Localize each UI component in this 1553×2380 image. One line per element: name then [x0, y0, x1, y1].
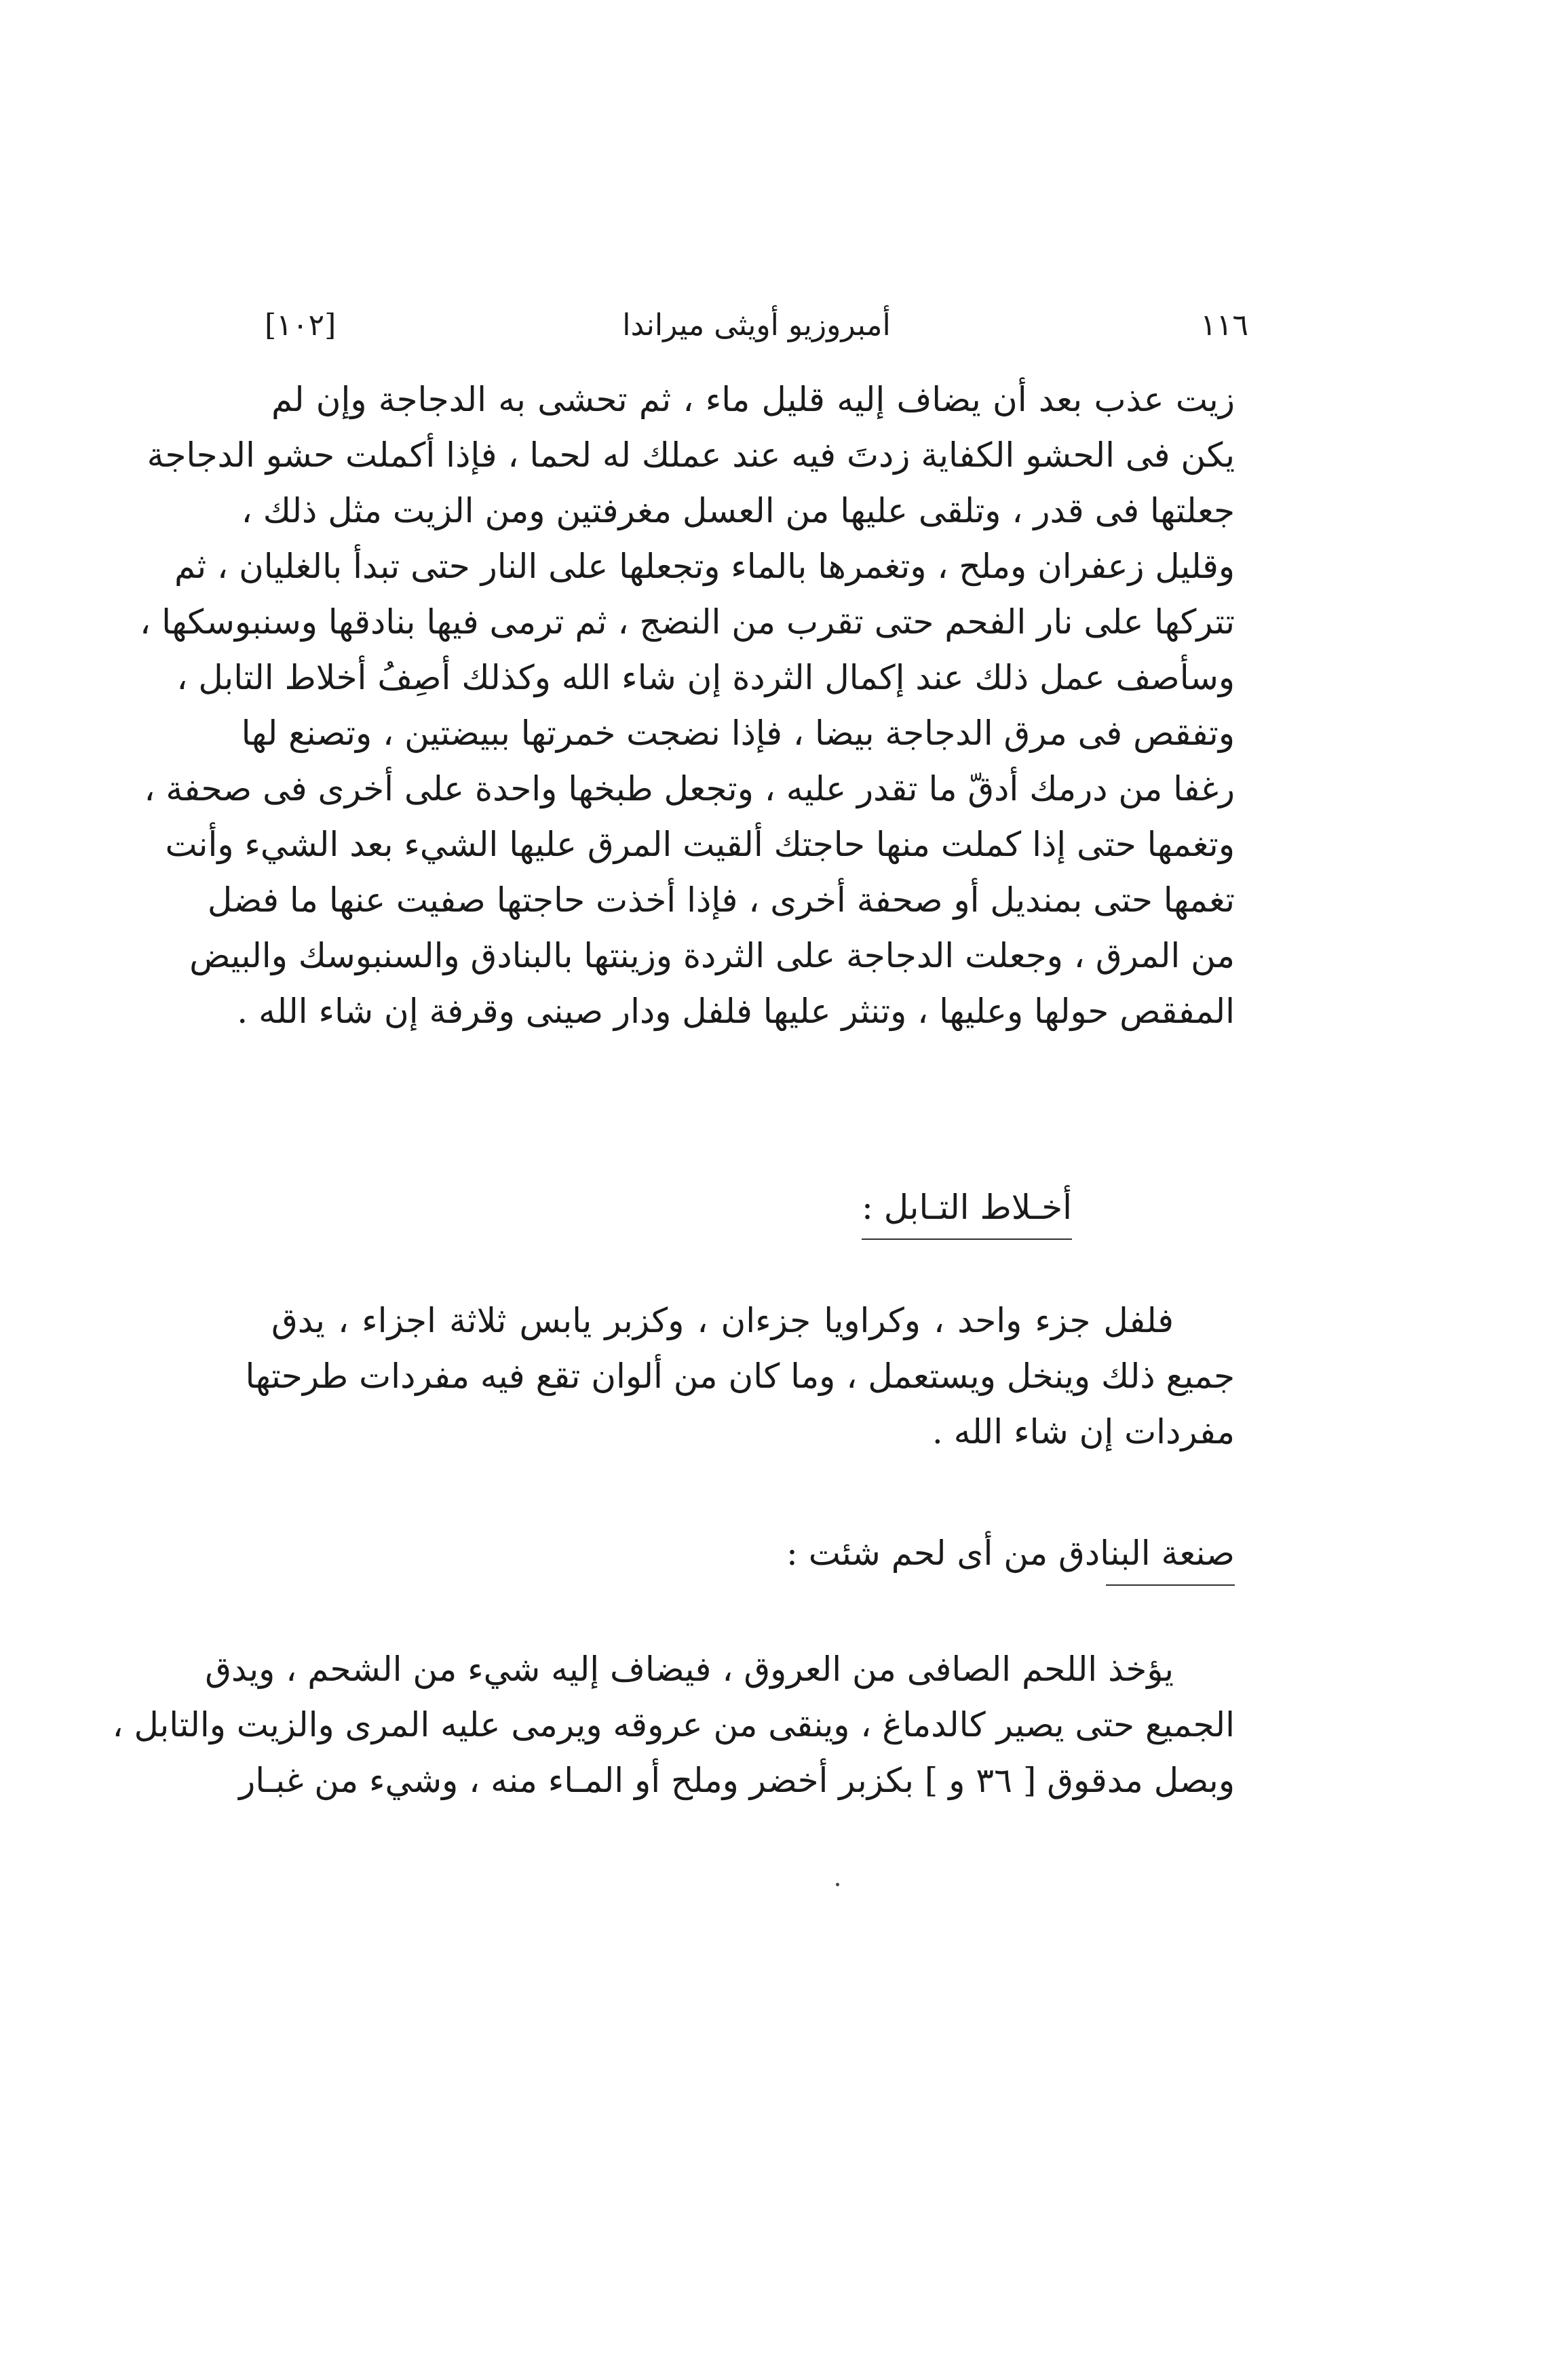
text-line: وتفقص فى مرق الدجاجة بيضا ، فإذا نضجت خمرتها ببيضتين ، وتصنع لها	[241, 714, 1235, 753]
text-line: يؤخذ اللحم الصافى من العروق ، فيضاف إليه شيء من الشحم ، ويدق	[205, 1650, 1174, 1689]
text-line: يكن فى الحشو الكفاية زدتَ فيه عند عملك له لحما ، فإذا أكملت حشو الدجاجة	[147, 435, 1235, 475]
heading-text: صنعة البنادق من أى لحم شئت :	[1106, 1526, 1235, 1586]
text-line: فلفل جزء واحد ، وكراويا جزءان ، وكزبر يابس ثلاثة اجزاء ، يدق	[271, 1301, 1174, 1340]
section-heading-meatballs	[271, 1526, 1235, 1594]
text-line: وسأصف عمل ذلك عند إكمال الثردة إن شاء الله وكذلك أصِفُ أخلاط التابل ،	[176, 658, 1235, 697]
text-line: الجميع حتى يصير كالدماغ ، وينقى من عروقه ويرمى عليه المرى والزيت والتابل ،	[112, 1705, 1235, 1744]
text-line: تتركها على نار الفحم حتى تقرب من النضج ، ثم ترمى فيها بنادقها وسنبوسكها ،	[140, 602, 1235, 642]
text-line: جميع ذلك وينخل ويستعمل ، وما كان من ألوان تقع فيه مفردات طرحتها	[245, 1357, 1235, 1396]
paragraph-spice-mix	[245, 1293, 1235, 1460]
text-line: وتغمها حتى إذا كملت منها حاجتك ألقيت المرق عليها الشيء بعد الشيء وأنت	[165, 825, 1235, 864]
paragraph-meatballs	[112, 1641, 1235, 1808]
text-line: رغفا من درمك أدقّ ما تقدر عليه ، وتجعل طبخها واحدة على أخرى فى صحفة ،	[144, 769, 1235, 808]
ink-speck	[836, 1883, 839, 1886]
text-line: المفقص حولها وعليها ، وتنثر عليها فلفل ودار صينى وقرفة إن شاء الله .	[237, 992, 1235, 1031]
page-number: ١١٦	[1200, 308, 1248, 343]
running-title: أمبروزيو أويثى ميراندا	[622, 308, 891, 343]
paragraph-stuffed-chicken	[140, 372, 1235, 1039]
text-line: زيت عذب بعد أن يضاف إليه قليل ماء ، ثم تحشى به الدجاجة وإن لم	[271, 380, 1235, 419]
section-heading-spice-mix	[271, 1180, 1235, 1248]
bracket-page-number: [١٠٢]	[265, 308, 337, 343]
page-header	[265, 298, 1248, 353]
text-line: جعلتها فى قدر ، وتلقى عليها من العسل مغرفتين ومن الزيت مثل ذلك ،	[241, 491, 1235, 530]
text-line: وبصل مدقوق [ ٣٦ و ] بكزبر أخضر وملح أو المـاء منه ، وشيء من غبـار	[239, 1761, 1235, 1800]
text-line: وقليل زعفران وملح ، وتغمرها بالماء وتجعلها على النار حتى تبدأ بالغليان ، ثم	[174, 547, 1235, 586]
text-line: تغمها حتى بمنديل أو صحفة أخرى ، فإذا أخذت حاجتها صفيت عنها ما فضل	[207, 880, 1235, 920]
text-line: مفردات إن شاء الله .	[932, 1412, 1235, 1451]
text-line: من المرق ، وجعلت الدجاجة على الثردة وزينتها بالبنادق والسنبوسك والبيض	[189, 936, 1235, 975]
heading-text: أخـلاط التـابل :	[862, 1180, 1072, 1240]
